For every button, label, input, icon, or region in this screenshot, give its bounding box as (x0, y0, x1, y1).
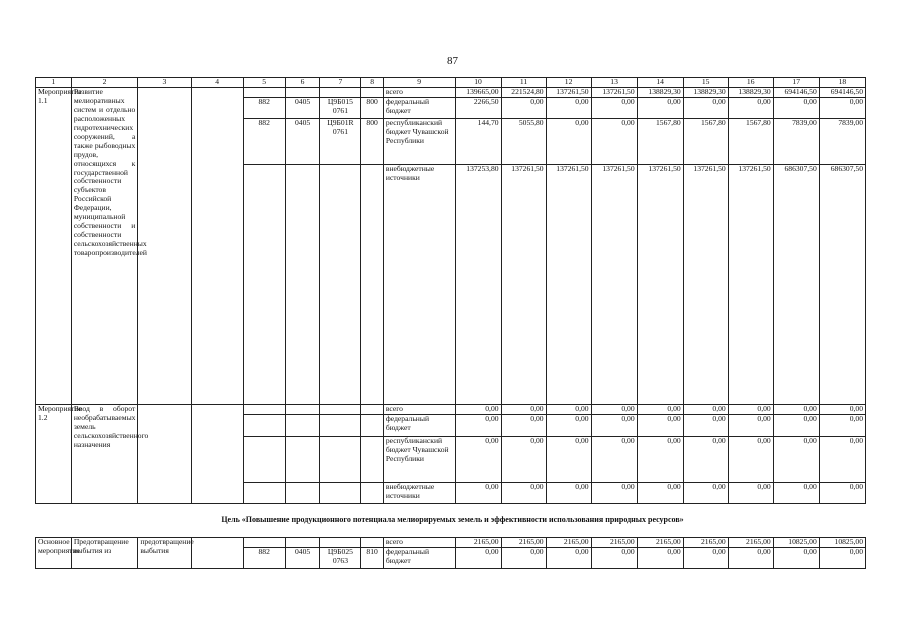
amount-cell: 0,00 (591, 436, 637, 482)
column-number-row (36, 78, 866, 88)
amount-cell: 0,00 (591, 414, 637, 436)
amount-cell: 0,00 (683, 436, 728, 482)
amount-cell: 137261,50 (591, 87, 637, 97)
amount-cell: 0,00 (591, 118, 637, 164)
amount-cell: 0,00 (683, 97, 728, 118)
measure-label: Мероприятие 1.2 (36, 404, 72, 503)
measure-name: Предотвращение выбытия из (71, 538, 138, 569)
kbk-section (285, 482, 320, 503)
amount-cell: 138829,30 (637, 87, 683, 97)
column-number: 11 (501, 78, 546, 88)
kbk-type (361, 436, 384, 482)
column-number: 10 (455, 78, 501, 88)
kbk-type: 800 (361, 118, 384, 164)
funding-source: федеральный бюджет (383, 97, 455, 118)
kbk-ministry (243, 87, 285, 97)
measure-label: Основное мероприятие (36, 538, 72, 569)
kbk-ministry: 882 (243, 97, 285, 118)
kbk-target (320, 414, 361, 436)
budget-table-continued (35, 537, 866, 569)
amount-cell: 0,00 (546, 414, 591, 436)
kbk-type (361, 538, 384, 548)
amount-cell: 694146,50 (819, 87, 865, 97)
amount-cell: 0,00 (546, 404, 591, 414)
measure-name: Ввод в оборот необрабатываемых земель сельскохозяйственного назначения (71, 404, 138, 503)
kbk-ministry (243, 482, 285, 503)
column-number: 16 (728, 78, 773, 88)
amount-cell: 0,00 (728, 482, 773, 503)
kbk-type (361, 414, 384, 436)
amount-cell: 0,00 (773, 97, 819, 118)
amount-cell: 0,00 (591, 404, 637, 414)
kbk-target: Ц9Б015 0761 (320, 97, 361, 118)
funding-source: всего (383, 404, 455, 414)
kbk-section: 0405 (285, 548, 320, 569)
kbk-ministry (243, 436, 285, 482)
amount-cell: 0,00 (819, 414, 865, 436)
kbk-section (285, 87, 320, 97)
column-4-cell (191, 538, 243, 569)
amount-cell: 0,00 (455, 436, 501, 482)
kbk-type (361, 404, 384, 414)
amount-cell: 0,00 (773, 482, 819, 503)
amount-cell: 0,00 (501, 404, 546, 414)
amount-cell: 694146,50 (773, 87, 819, 97)
kbk-type: 810 (361, 548, 384, 569)
amount-cell: 0,00 (546, 436, 591, 482)
column-number: 7 (320, 78, 361, 88)
funding-source: всего (383, 538, 455, 548)
amount-cell: 0,00 (773, 404, 819, 414)
goal-heading: Цель «Повышение продукционного потенциала мелиорируемых земель и эффективности использования природных ресурсов» (221, 515, 684, 524)
amount-cell: 0,00 (683, 414, 728, 436)
kbk-ministry (243, 538, 285, 548)
amount-cell: 0,00 (728, 404, 773, 414)
table-row (36, 538, 866, 548)
amount-cell: 0,00 (546, 548, 591, 569)
amount-cell: 2165,00 (728, 538, 773, 548)
column-number: 17 (773, 78, 819, 88)
page-number: 87 (447, 55, 458, 67)
amount-cell: 0,00 (546, 97, 591, 118)
amount-cell: 0,00 (637, 548, 683, 569)
column-number: 15 (683, 78, 728, 88)
amount-cell: 0,00 (819, 548, 865, 569)
kbk-ministry (243, 164, 285, 404)
amount-cell: 0,00 (819, 97, 865, 118)
amount-cell: 0,00 (637, 97, 683, 118)
amount-cell: 137261,50 (728, 164, 773, 404)
amount-cell: 0,00 (728, 548, 773, 569)
amount-cell: 0,00 (455, 548, 501, 569)
amount-cell: 0,00 (637, 404, 683, 414)
amount-cell: 0,00 (728, 97, 773, 118)
amount-cell: 0,00 (546, 482, 591, 503)
amount-cell: 0,00 (683, 482, 728, 503)
funding-source: республиканский бюджет Чувашской Республики (383, 436, 455, 482)
funding-source: внебюджетные источники (383, 482, 455, 503)
kbk-ministry (243, 414, 285, 436)
kbk-target: Ц9Б01R 0761 (320, 118, 361, 164)
amount-cell: 138829,30 (728, 87, 773, 97)
amount-cell: 0,00 (591, 482, 637, 503)
amount-cell: 2165,00 (637, 538, 683, 548)
amount-cell: 0,00 (819, 436, 865, 482)
amount-cell: 0,00 (683, 404, 728, 414)
amount-cell: 7839,00 (819, 118, 865, 164)
kbk-target: Ц9Б025 0763 (320, 548, 361, 569)
amount-cell: 137261,50 (591, 164, 637, 404)
column-number: 2 (71, 78, 138, 88)
amount-cell: 137261,50 (546, 164, 591, 404)
amount-cell: 5055,80 (501, 118, 546, 164)
amount-cell: 10825,00 (773, 538, 819, 548)
column-number: 13 (591, 78, 637, 88)
measure-name: Развитие мелиоративных систем и отдельно расположенных гидротехнических сооружений, а также рыбоводных прудов, относящихся к государственной собственности субъектов Российской Федерации, муниципальной собственности и собственности сельскохозяйственных товаропроизводителей (71, 87, 138, 404)
budget-table (35, 77, 866, 504)
column-3-cell: предотвращение выбытия (138, 538, 191, 569)
amount-cell: 144,70 (455, 118, 501, 164)
amount-cell: 686307,50 (773, 164, 819, 404)
amount-cell: 0,00 (501, 436, 546, 482)
amount-cell: 0,00 (773, 436, 819, 482)
column-number: 8 (361, 78, 384, 88)
kbk-target (320, 538, 361, 548)
kbk-section (285, 436, 320, 482)
amount-cell: 0,00 (637, 482, 683, 503)
table-row (36, 87, 866, 97)
amount-cell: 0,00 (819, 482, 865, 503)
column-number: 1 (36, 78, 72, 88)
kbk-section (285, 164, 320, 404)
amount-cell: 10825,00 (819, 538, 865, 548)
amount-cell: 221524,80 (501, 87, 546, 97)
amount-cell: 2165,00 (501, 538, 546, 548)
amount-cell: 138829,30 (683, 87, 728, 97)
kbk-type: 800 (361, 97, 384, 118)
amount-cell: 0,00 (501, 97, 546, 118)
amount-cell: 0,00 (591, 97, 637, 118)
amount-cell: 2165,00 (683, 538, 728, 548)
column-number: 4 (191, 78, 243, 88)
column-number: 5 (243, 78, 285, 88)
amount-cell: 1567,80 (637, 118, 683, 164)
kbk-target (320, 164, 361, 404)
amount-cell: 0,00 (728, 414, 773, 436)
amount-cell: 0,00 (591, 548, 637, 569)
column-3-cell (138, 404, 191, 503)
funding-source: внебюджетные источники (383, 164, 455, 404)
amount-cell: 0,00 (501, 548, 546, 569)
kbk-section: 0405 (285, 97, 320, 118)
amount-cell: 2165,00 (455, 538, 501, 548)
amount-cell: 0,00 (773, 548, 819, 569)
funding-source: всего (383, 87, 455, 97)
kbk-type (361, 482, 384, 503)
amount-cell: 0,00 (455, 482, 501, 503)
amount-cell: 0,00 (455, 414, 501, 436)
kbk-section (285, 404, 320, 414)
kbk-type (361, 87, 384, 97)
amount-cell: 7839,00 (773, 118, 819, 164)
amount-cell: 137253,80 (455, 164, 501, 404)
amount-cell: 1567,80 (683, 118, 728, 164)
amount-cell: 0,00 (773, 414, 819, 436)
amount-cell: 0,00 (546, 118, 591, 164)
funding-source: республиканский бюджет Чувашской Республики (383, 118, 455, 164)
column-number: 14 (637, 78, 683, 88)
amount-cell: 137261,50 (546, 87, 591, 97)
column-number: 18 (819, 78, 865, 88)
kbk-ministry: 882 (243, 118, 285, 164)
amount-cell: 139665,00 (455, 87, 501, 97)
table-row (36, 404, 866, 414)
funding-source: федеральный бюджет (383, 414, 455, 436)
kbk-section (285, 538, 320, 548)
column-4-cell (191, 404, 243, 503)
column-number: 6 (285, 78, 320, 88)
amount-cell: 0,00 (683, 548, 728, 569)
amount-cell: 2165,00 (546, 538, 591, 548)
amount-cell: 0,00 (728, 436, 773, 482)
amount-cell: 137261,50 (501, 164, 546, 404)
kbk-target (320, 436, 361, 482)
kbk-section (285, 414, 320, 436)
amount-cell: 0,00 (819, 404, 865, 414)
kbk-target (320, 87, 361, 97)
amount-cell: 686307,50 (819, 164, 865, 404)
kbk-section: 0405 (285, 118, 320, 164)
kbk-target (320, 482, 361, 503)
amount-cell: 2165,00 (591, 538, 637, 548)
column-number: 9 (383, 78, 455, 88)
column-number: 3 (138, 78, 191, 88)
kbk-ministry (243, 404, 285, 414)
amount-cell: 0,00 (637, 414, 683, 436)
amount-cell: 0,00 (501, 482, 546, 503)
kbk-ministry: 882 (243, 548, 285, 569)
amount-cell: 137261,50 (683, 164, 728, 404)
funding-source: федеральный бюджет (383, 548, 455, 569)
amount-cell: 0,00 (501, 414, 546, 436)
amount-cell: 0,00 (637, 436, 683, 482)
column-number: 12 (546, 78, 591, 88)
amount-cell: 137261,50 (637, 164, 683, 404)
column-4-cell (191, 87, 243, 404)
measure-label: Мероприятие 1.1 (36, 87, 72, 404)
amount-cell: 1567,80 (728, 118, 773, 164)
kbk-target (320, 404, 361, 414)
amount-cell: 2266,50 (455, 97, 501, 118)
amount-cell: 0,00 (455, 404, 501, 414)
kbk-type (361, 164, 384, 404)
